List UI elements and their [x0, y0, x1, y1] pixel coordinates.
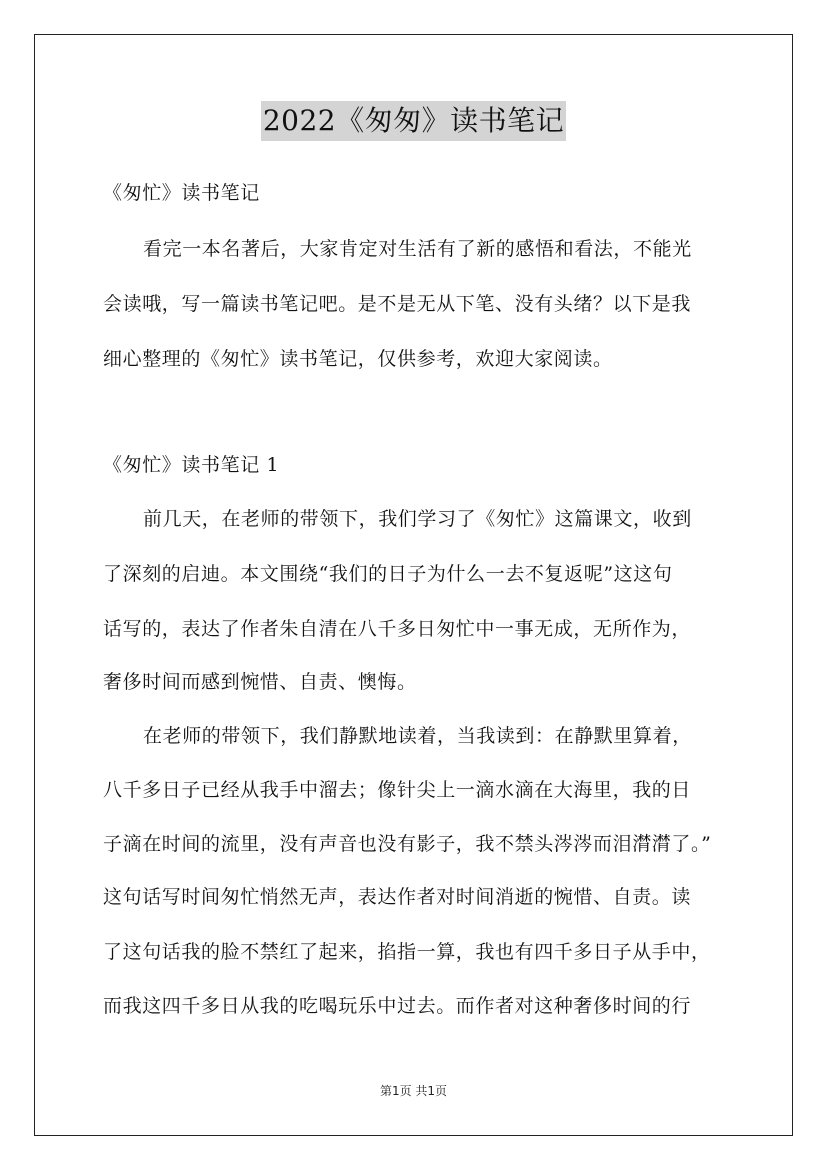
body-line: 了深刻的启迪。本文围绕“我们的日子为什么一去不复返呢”这这句: [103, 563, 673, 585]
body-line: 奢侈时间而感到惋惜、自责、懊悔。: [103, 671, 417, 693]
body-line: 这句话写时间匆忙悄然无声，表达作者对时间消逝的惋惜、自责。读: [103, 886, 692, 908]
page-number-footer: 第1页 共1页: [379, 1084, 448, 1098]
body-line: 了这句话我的脸不禁红了起来，掐指一算，我也有四千多日子从手中，: [103, 941, 711, 963]
intro-line: 会读哦，写一篇读书笔记吧。是不是无从下笔、没有头绪？以下是我: [103, 293, 692, 315]
body-line: 话写的，表达了作者朱自清在八千多日匆忙中一事无成，无所作为，: [103, 618, 692, 640]
document-title: [0, 100, 827, 141]
body-line: 子滴在时间的流里，没有声音也没有影子，我不禁头涔涔而泪潸潸了。”: [103, 833, 712, 855]
body-line: 在老师的带领下，我们静默地读着，当我读到：在静默里算着，: [143, 725, 692, 747]
intro-line: 细心整理的《匆忙》读书笔记，仅供参考，欢迎大家阅读。: [103, 348, 613, 370]
intro-line: 看完一本名著后，大家肯定对生活有了新的感悟和看法，不能光: [143, 238, 692, 260]
section1-heading: 《匆忙》读书笔记 1: [103, 454, 280, 476]
body-line: 前几天，在老师的带领下，我们学习了《匆忙》这篇课文，收到: [143, 508, 692, 530]
intro-heading: 《匆忙》读书笔记: [103, 182, 260, 204]
document-title-text: 2022《匆匆》读书笔记: [261, 101, 566, 141]
body-line: 八千多日子已经从我手中溜去；像针尖上一滴水滴在大海里，我的日: [103, 779, 692, 801]
body-line: 而我这四千多日从我的吃喝玩乐中过去。而作者对这种奢侈时间的行: [103, 995, 692, 1017]
